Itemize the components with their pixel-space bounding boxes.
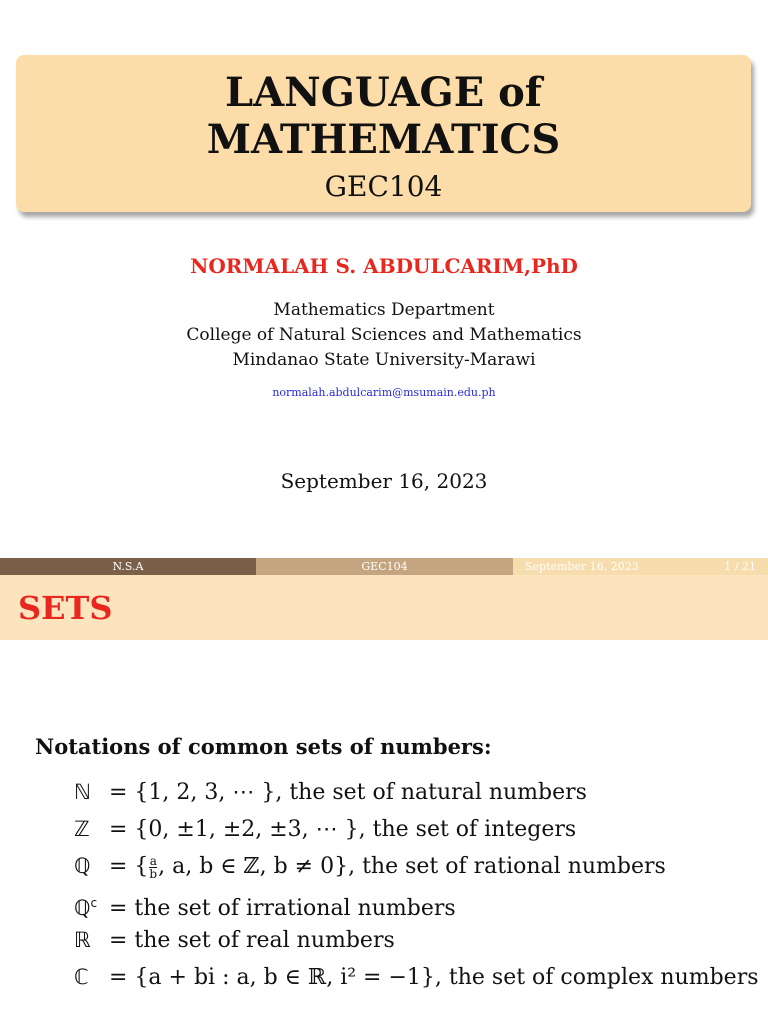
subtitle: GEC104 bbox=[324, 170, 443, 203]
set-symbol: ℤ bbox=[74, 817, 90, 841]
set-symbol: ℕ bbox=[74, 780, 91, 804]
set-definition-prefix: = { bbox=[102, 854, 149, 879]
footer-author-text: N.S.A bbox=[112, 560, 144, 573]
footer-author bbox=[0, 558, 256, 575]
sets-list bbox=[74, 774, 759, 996]
fraction bbox=[149, 855, 157, 880]
footer-course-text: GEC104 bbox=[361, 560, 408, 573]
affiliation bbox=[0, 298, 768, 373]
affiliation-college: College of Natural Sciences and Mathematics bbox=[186, 325, 582, 345]
set-item-reals bbox=[74, 922, 759, 959]
set-item-rationals bbox=[74, 848, 759, 885]
set-symbol: ℝ bbox=[74, 928, 91, 952]
affiliation-department: Mathematics Department bbox=[273, 300, 495, 320]
set-item-integers bbox=[74, 811, 759, 848]
title-box bbox=[16, 55, 751, 212]
frame-title: SETS bbox=[18, 589, 113, 627]
set-symbol: ℂ bbox=[74, 965, 89, 989]
email-link[interactable]: normalah.abdulcarim@msumain.edu.ph bbox=[272, 386, 496, 399]
footer-bar bbox=[0, 558, 768, 575]
frame-header bbox=[0, 575, 768, 640]
set-symbol bbox=[74, 885, 102, 927]
set-item-irrationals bbox=[74, 885, 759, 922]
fraction-numerator: a bbox=[149, 853, 157, 868]
footer-page-number: 1 / 21 bbox=[724, 560, 756, 573]
set-item-complex bbox=[74, 959, 759, 996]
set-symbol-base: ℚ bbox=[74, 896, 91, 920]
set-definition: = {1, 2, 3, ⋯ }, the set of natural numbers bbox=[102, 780, 587, 805]
affiliation-university: Mindanao State University-Marawi bbox=[232, 350, 536, 370]
set-definition: = {0, ±1, ±2, ±3, ⋯ }, the set of integers bbox=[102, 817, 577, 842]
footer-date-page bbox=[513, 558, 768, 575]
set-item-natural bbox=[74, 774, 759, 811]
sets-heading: Notations of common sets of numbers: bbox=[35, 734, 492, 759]
set-definition: = {a + bi : a, b ∈ ℝ, i² = −1}, the set of complex numbers bbox=[102, 965, 759, 990]
title-line-1: LANGUAGE of bbox=[224, 69, 543, 116]
set-definition-suffix: , a, b ∈ ℤ, b ≠ 0}, the set of rational numbers bbox=[158, 854, 666, 879]
set-definition: = the set of real numbers bbox=[102, 928, 395, 953]
footer-course bbox=[256, 558, 513, 575]
title-line-2: MATHEMATICS bbox=[206, 116, 561, 163]
author-name: NORMALAH S. ABDULCARIM,PhD bbox=[190, 254, 578, 278]
footer-date: September 16, 2023 bbox=[525, 560, 639, 573]
presentation-date: September 16, 2023 bbox=[280, 469, 488, 493]
fraction-denominator: b bbox=[149, 866, 158, 881]
set-symbol: ℚ bbox=[74, 854, 91, 878]
set-symbol-superscript: c bbox=[90, 896, 98, 910]
set-definition: = the set of irrational numbers bbox=[102, 896, 456, 921]
